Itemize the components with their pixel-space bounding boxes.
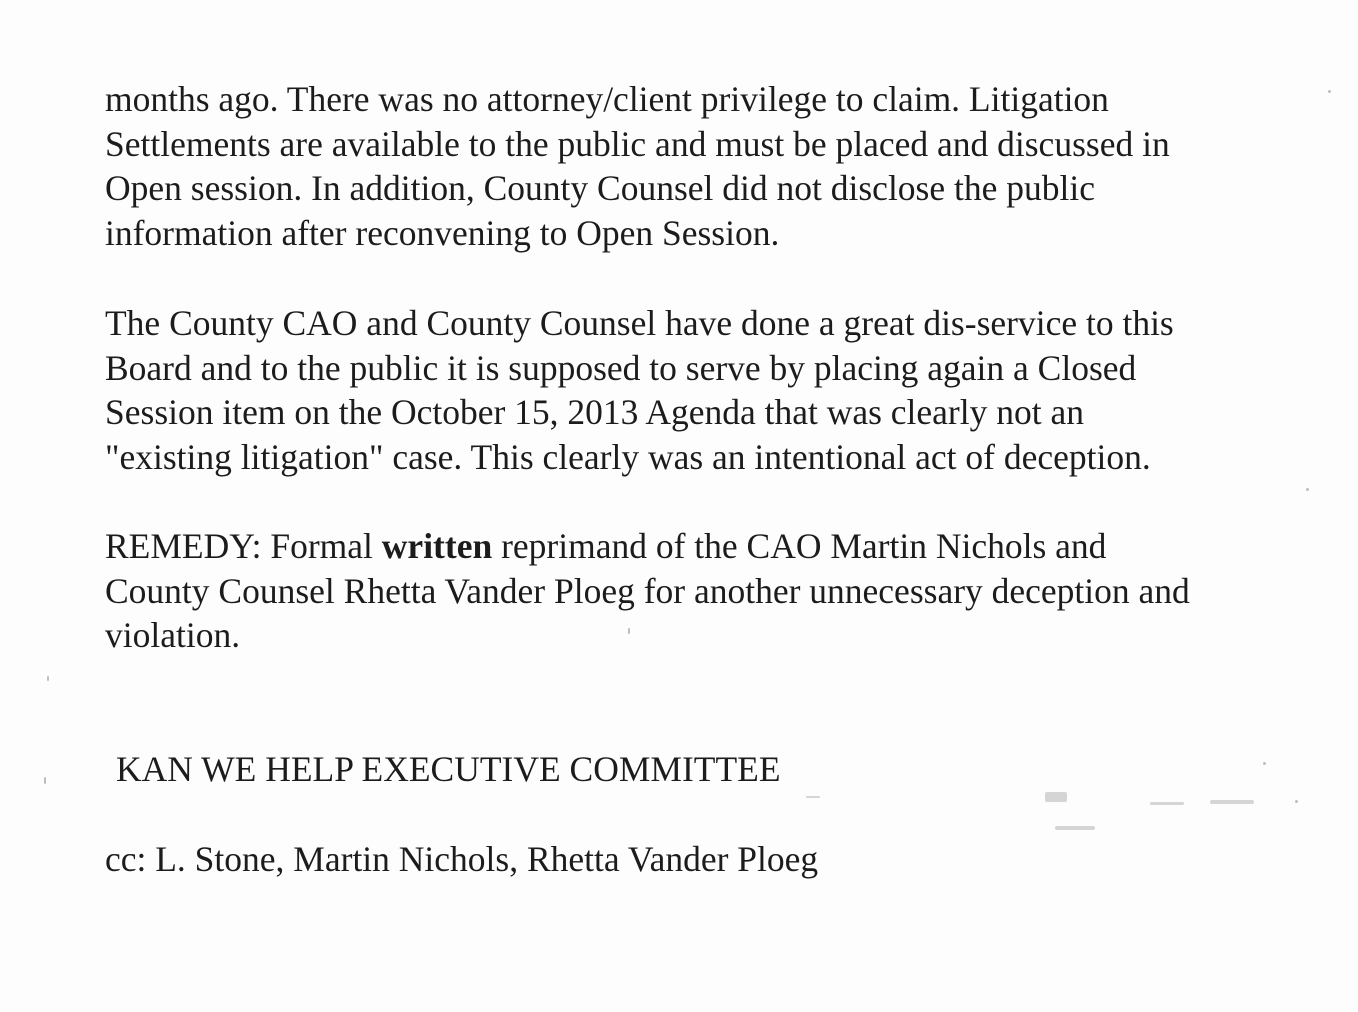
cc-text: cc: L. Stone, Martin Nichols, Rhetta Vander Ploeg bbox=[105, 839, 819, 879]
scan-smudge bbox=[1055, 826, 1095, 830]
remedy-suffix: reprimand of the CAO Martin Nichols and bbox=[492, 526, 1107, 566]
paragraph-litigation-settlements bbox=[105, 77, 1170, 255]
scan-smudge bbox=[1210, 800, 1254, 804]
signature-text: KAN WE HELP EXECUTIVE COMMITTEE bbox=[116, 749, 781, 789]
text-line: Open session. In addition, County Counsel did not disclose the public bbox=[105, 168, 1095, 209]
text-line: Session item on the October 15, 2013 Agenda that was clearly not an bbox=[105, 392, 1084, 433]
scan-speck bbox=[1295, 800, 1298, 803]
paragraph-disservice bbox=[105, 301, 1174, 479]
text-line: months ago. There was no attorney/client privilege to claim. Litigation bbox=[105, 79, 1109, 119]
text-line: County Counsel Rhetta Vander Ploeg for another unnecessary deception and bbox=[105, 570, 1190, 611]
cc-line bbox=[105, 837, 818, 882]
scan-smudge bbox=[1045, 792, 1067, 802]
signature-committee bbox=[116, 747, 781, 792]
text-line: violation. bbox=[105, 615, 241, 656]
scan-speck bbox=[628, 628, 630, 634]
paragraph-remedy bbox=[105, 524, 1190, 658]
text-line: information after reconvening to Open Session. bbox=[105, 212, 780, 253]
remedy-line bbox=[105, 524, 1190, 569]
text-line: Board and to the public it is supposed to serve by placing again a Closed bbox=[105, 347, 1137, 388]
scan-smudge bbox=[1150, 802, 1184, 805]
scan-speck bbox=[1328, 90, 1331, 93]
text-line: "existing litigation" case. This clearly was an intentional act of deception. bbox=[105, 436, 1151, 477]
scan-speck bbox=[44, 777, 46, 784]
text-line: Settlements are available to the public and must be placed and discussed in bbox=[105, 123, 1170, 164]
scan-speck bbox=[47, 676, 49, 681]
remedy-bold-word: written bbox=[381, 526, 493, 566]
scan-speck bbox=[1306, 488, 1309, 491]
remedy-prefix: REMEDY: Formal bbox=[105, 526, 382, 566]
scan-speck bbox=[1263, 762, 1266, 765]
text-line: The County CAO and County Counsel have done a great dis-service to this bbox=[105, 303, 1174, 343]
scan-smudge bbox=[806, 796, 820, 798]
